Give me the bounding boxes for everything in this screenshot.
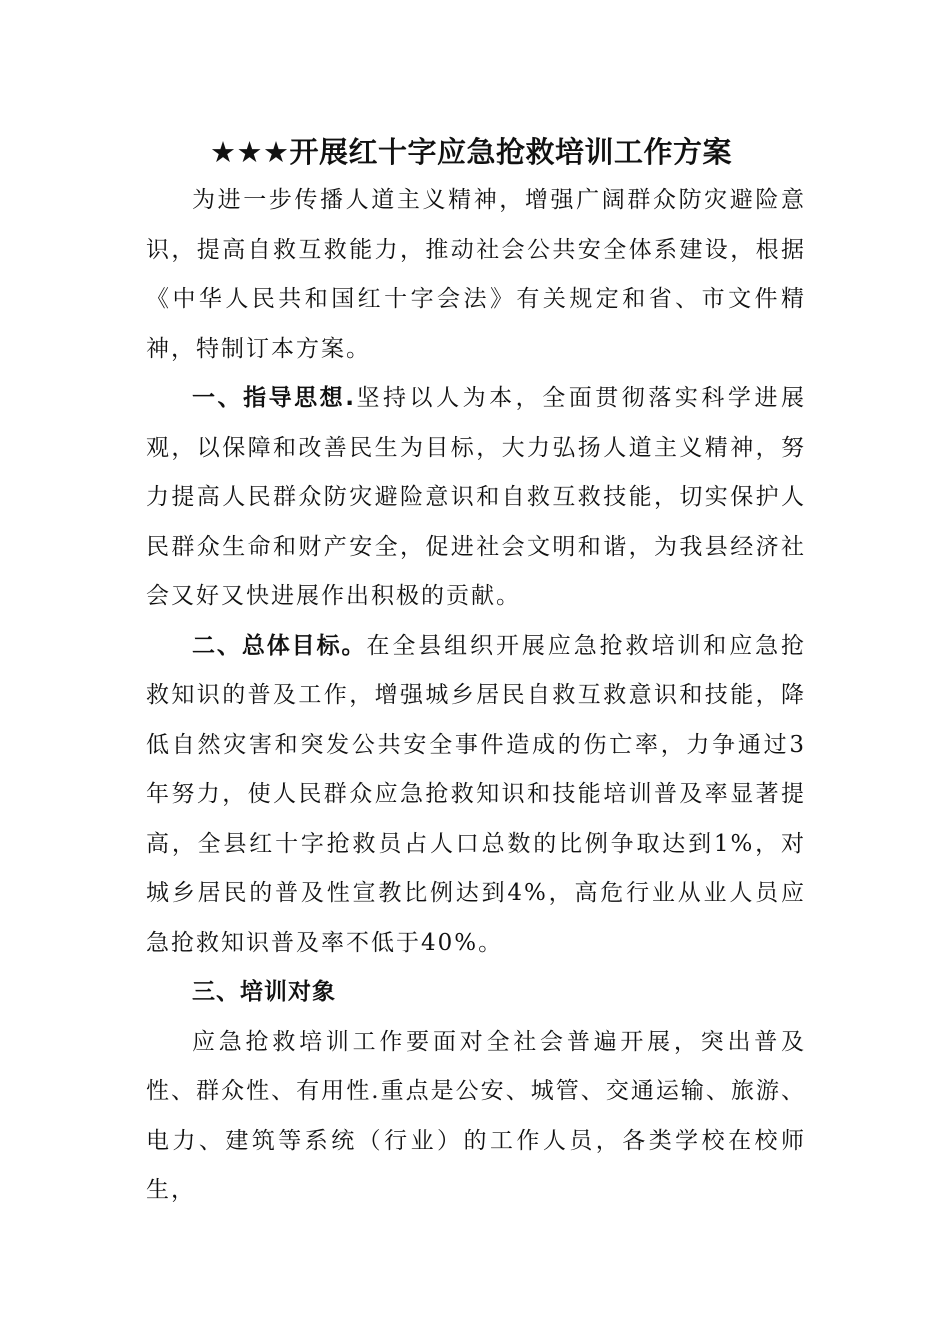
section-heading-guiding-ideology: 一、指导思想. [192,385,355,411]
document-title: ★★★开展红十字应急抢救培训工作方案 [210,135,732,169]
section-heading-training-targets-line [146,968,806,1018]
section-overall-goals [146,622,806,969]
section-body-guiding-ideology: 坚持以人为本，全面贯彻落实科学进展观，以保障和改善民生为目标，大力弘扬人道主义精神，努力提高人民群众防灾避险意识和自救互救技能，切实保护人民群众生命和财产安全，促进社会文明和谐，为我县经济社会又好又快进展作出积极的贡献。 [146,385,806,609]
section-body-training-targets: 应急抢救培训工作要面对全社会普遍开展，突出普及性、群众性、有用性.重点是公安、城管、交通运输、旅游、电力、建筑等系统（行业）的工作人员，各类学校在校师生， [146,1028,806,1203]
intro-paragraph: 为进一步传播人道主义精神，增强广阔群众防灾避险意识，提高自救互救能力，推动社会公共安全体系建设，根据《中华人民共和国红十字会法》有关规定和省、市文件精神，特制订本方案。 [146,187,806,362]
section-heading-training-targets: 三、培训对象 [192,979,336,1005]
document-page [146,128,806,1216]
section-guiding-ideology [146,374,806,622]
section-heading-overall-goals: 二、总体目标。 [192,632,367,659]
section-body-overall-goals: 在全县组织开展应急抢救培训和应急抢救知识的普及工作，增强城乡居民自救互救意识和技能，降低自然灾害和突发公共安全事件造成的伤亡率，力争通过3年努力，使人民群众应急抢救知识和技能培训普及率显著提高，全县红十字抢救员占人口总数的比例争取达到1%，对城乡居民的普及性宣教比例达到4%，高危行业从业人员应急抢救知识普及率不低于40%。 [146,632,807,956]
